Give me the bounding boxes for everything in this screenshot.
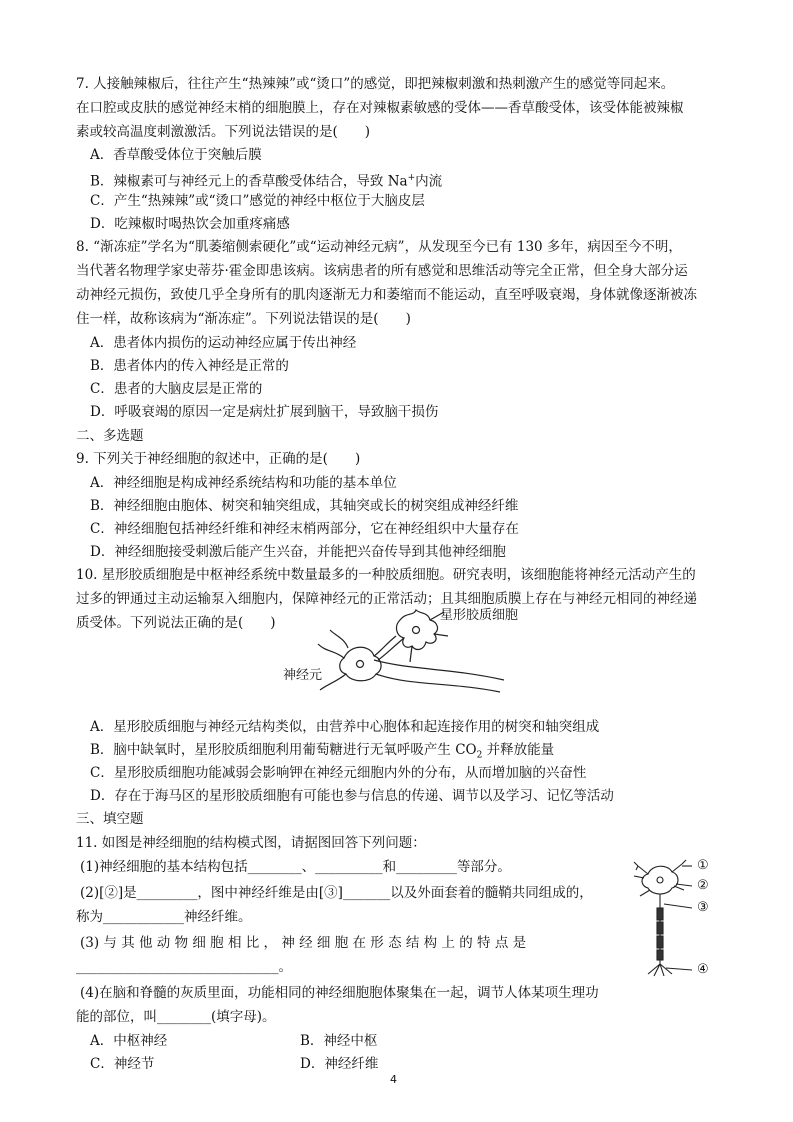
q8-option-a: A．患者体内损伤的运动神经应属于传出神经 (90, 335, 357, 351)
q8-stem-line-1: 8. “渐冻症”学名为“肌萎缩侧索硬化”或“运动神经元病”，从发现至今已有 130 多年，病因至今不明， (76, 239, 682, 255)
q8-stem-line-4: 住一样，故称该病为“渐冻症”。下列说法错误的是( ) (76, 311, 411, 327)
q11-option-d: D．神经纤维 (300, 1056, 379, 1072)
q7-stem-line-1: 7. 人接触辣椒后，往往产生“热辣辣”或“烫口”的感觉，即把辣椒刺激和热刺激产生的感觉等同起来。 (76, 76, 675, 92)
q7-stem-line-3: 素或较高温度刺激激活。下列说法错误的是( ) (76, 124, 371, 140)
q9-option-d: D．神经细胞接受刺激后能产生兴奋，并能把兴奋传导到其他神经细胞 (90, 544, 506, 560)
q11-figure-label-3: ③ (697, 900, 709, 915)
q11-figure-label-4: ④ (697, 962, 709, 977)
q11-figure-label-2: ② (697, 878, 709, 893)
q7-option-b: B．辣椒素可与神经元上的香草酸受体结合，导致 Na+内流 (90, 173, 443, 190)
q11-part-3-line-2: ______________________________。 (76, 959, 292, 975)
q10-option-d: D．存在于海马区的星形胶质细胞有可能也参与信息的传递、调节以及学习、记忆等活动 (90, 788, 614, 804)
q9-stem: 9. 下列关于神经细胞的叙述中，正确的是( ) (76, 451, 361, 467)
q8-option-b: B．患者体内的传入神经是正常的 (90, 358, 289, 374)
q8-stem-line-3: 动神经元损伤，致使几乎全身所有的肌肉逐渐无力和萎缩而不能运动，直至呼吸衰竭，身体就像逐渐被冻 (76, 287, 697, 303)
q11-part-2-line-2: 称为____________神经纤维。 (76, 909, 252, 925)
q8-option-c: C．患者的大脑皮层是正常的 (90, 381, 263, 397)
q10-option-b: B．脑中缺氧时，星形胶质细胞利用葡萄糖进行无氧呼吸产生 $CO_2$ 并释放能量 (90, 742, 555, 761)
q11-figure-label-1: ① (697, 858, 709, 873)
q8-option-d: D．呼吸衰竭的原因一定是病灶扩展到脑干，导致脑干损伤 (90, 404, 439, 420)
q11-part-2-line-1: (2)[②]是_________，图中神经纤维是由[③]_______以及外面套着的髓鞘共同组成的， (80, 885, 593, 901)
q7-option-d: D．吃辣椒时喝热饮会加重疼痛感 (90, 216, 290, 232)
q10-figure-label-glia: 星形胶质细胞 (440, 608, 519, 623)
q7-stem-line-2: 在口腔或皮肤的感觉神经末梢的细胞膜上，存在对辣椒素敏感的受体——香草酸受体，该受体能被辣椒 (76, 100, 684, 116)
q11-part-3-line-1: (3) 与 其 他 动 物 细 胞 相 比 ， 神 经 细 胞 在 形 态 结 构 上 的 特 点 是 (80, 935, 527, 951)
q11-part-4-line-2: 能的部位，叫________(填字母)。 (76, 1009, 276, 1025)
section-heading-multi-choice: 二、多选题 (76, 428, 144, 444)
q10-option-a: A．星形胶质细胞与神经元结构类似，由营养中心胞体和起连接作用的树突和轴突组成 (90, 719, 600, 735)
q8-stem-line-2: 当代著名物理学家史蒂芬·霍金即患该病。该病患者的所有感觉和思维活动等完全正常，但全身大部分运 (76, 263, 688, 279)
q11-part-1: (1)神经细胞的基本结构包括________、__________和_________等部分。 (80, 859, 511, 875)
page-number: 4 (390, 1073, 397, 1086)
q11-option-b: B．神经中枢 (300, 1033, 378, 1049)
q7-option-c: C．产生“热辣辣”或“烫口”感觉的神经中枢位于大脑皮层 (90, 193, 425, 209)
q11-option-a: A．中枢神经 (90, 1033, 168, 1049)
q10-option-c: C．星形胶质细胞功能减弱会影响钾在神经元细胞内外的分布，从而增加脑的兴奋性 (90, 765, 587, 781)
q9-option-b: B．神经细胞由胞体、树突和轴突组成，其轴突或长的树突组成神经纤维 (90, 498, 519, 514)
q11-option-c: C．神经节 (90, 1056, 155, 1072)
q10-stem-line-1: 10. 星形胶质细胞是中枢神经系统中数量最多的一种胶质细胞。研究表明，该细胞能将神经元活动产生的 (76, 567, 696, 583)
q7-option-a: A．香草酸受体位于突触后膜 (90, 147, 262, 163)
q10-stem-line-3: 质受体。下列说法正确的是( ) (76, 615, 276, 631)
q9-option-c: C．神经细胞包括神经纤维和神经末梢两部分，它在神经组织中大量存在 (90, 521, 519, 537)
q11-part-4-line-1: (4)在脑和脊髓的灰质里面，功能相同的神经细胞胞体聚集在一起，调节人体某项生理功 (80, 985, 599, 1001)
q10-figure-label-neuron: 神经元 (283, 668, 323, 683)
section-heading-fill-blank: 三、填空题 (76, 811, 144, 827)
q11-stem: 11. 如图是神经细胞的结构模式图，请据图回答下列问题： (76, 835, 426, 851)
q10-stem-line-2: 过多的钾通过主动运输泵入细胞内，保障神经元的正常活动；且其细胞质膜上存在与神经元相同的神经递 (76, 591, 697, 607)
q9-option-a: A．神经细胞是构成神经系统结构和功能的基本单位 (90, 475, 397, 491)
